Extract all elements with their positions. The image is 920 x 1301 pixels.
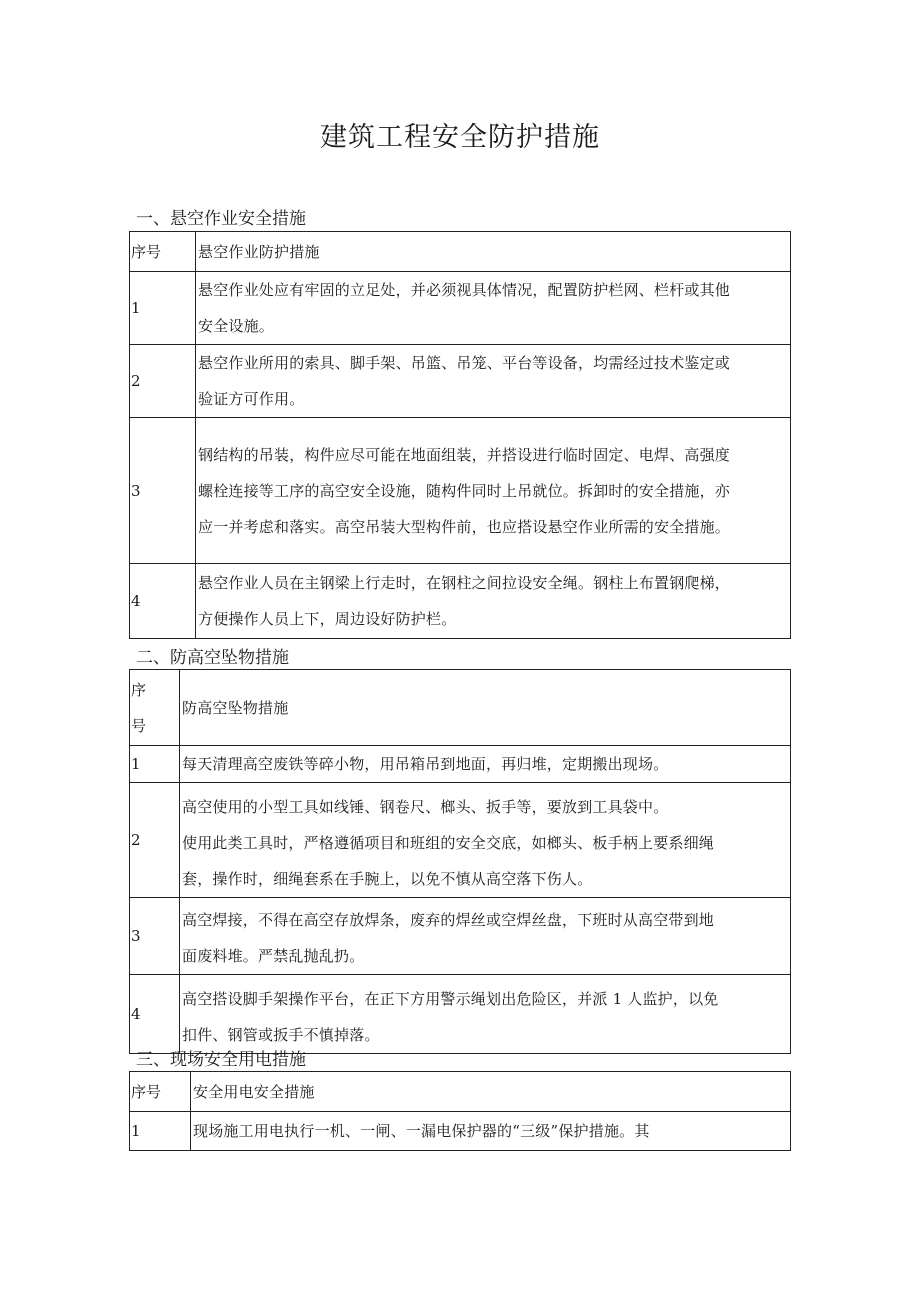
text-line: 悬空作业处应有牢固的立足处，并必须视具体情况，配置防护栏网、栏杆或其他	[198, 281, 731, 299]
table-row	[130, 1112, 791, 1151]
row-text	[180, 975, 791, 1054]
row-text	[196, 345, 791, 418]
row-text	[196, 272, 791, 345]
table-row	[130, 272, 791, 345]
row-number: 4	[130, 564, 196, 639]
text-line: 扣件、钢管或扳手不慎掉落。	[182, 1026, 380, 1044]
text-line: 高空使用的小型工具如线锤、钢卷尺、榔头、扳手等，要放到工具袋中。	[182, 798, 669, 816]
table-header-row	[130, 232, 791, 272]
table-overhead-work	[129, 231, 791, 639]
text-line: 方便操作人员上下，周边设好防护栏。	[198, 610, 457, 628]
text-line: 面废料堆。严禁乱抛乱扔。	[182, 947, 365, 965]
table-electrical-safety	[129, 1071, 791, 1151]
table-header-row	[130, 1072, 791, 1112]
row-number: 2	[130, 783, 180, 898]
header-measure: 安全用电安全措施	[191, 1072, 791, 1112]
row-text	[180, 746, 791, 783]
header-no: 序号	[130, 232, 196, 272]
row-number: 2	[130, 345, 196, 418]
table-row	[130, 975, 791, 1054]
header-no-line: 号	[131, 716, 147, 735]
text-line: 现场施工用电执行一机、一闸、一漏电保护器的“三级”保护措施。其	[193, 1122, 650, 1140]
row-number: 1	[130, 746, 180, 783]
table-row	[130, 418, 791, 564]
text-line: 使用此类工具时，严格遵循项目和班组的安全交底，如榔头、板手柄上要系细绳	[182, 834, 715, 852]
header-measure: 悬空作业防护措施	[196, 232, 791, 272]
header-no: 序号	[130, 1072, 191, 1112]
text-line: 螺栓连接等工序的高空安全设施，随构件同时上吊就位。拆卸时的安全措施，亦	[198, 481, 731, 500]
text-line: 悬空作业人员在主钢梁上行走时，在钢柱之间拉设安全绳。钢柱上布置钢爬梯，	[198, 574, 731, 592]
section-heading-1: 一、悬空作业安全措施	[136, 209, 306, 229]
section-heading-2: 二、防高空坠物措施	[136, 648, 289, 668]
text-line: 高空搭设脚手架操作平台，在正下方用警示绳划出危险区，并派 1 人监护，以免	[182, 990, 719, 1008]
text-line: 悬空作业所用的索具、脚手架、吊篮、吊笼、平台等设备，均需经过技术鉴定或	[198, 354, 731, 372]
row-text	[196, 564, 791, 639]
row-number: 3	[130, 898, 180, 975]
table-row	[130, 898, 791, 975]
header-no-line: 序	[131, 680, 147, 699]
table-row	[130, 783, 791, 898]
row-number: 4	[130, 975, 180, 1054]
header-measure: 防高空坠物措施	[180, 670, 791, 746]
text-line: 套，操作时，细绳套系在手腕上，以免不慎从高空落下伤人。	[182, 870, 593, 888]
text-line: 钢结构的吊装，构件应尽可能在地面组装，并搭设进行临时固定、电焊、高强度	[198, 445, 731, 464]
row-number: 1	[130, 1112, 191, 1151]
section-heading-3: 三、现场安全用电措施	[136, 1050, 306, 1070]
table-header-row	[130, 670, 791, 746]
row-number: 1	[130, 272, 196, 345]
header-no	[130, 670, 180, 746]
row-number: 3	[130, 418, 196, 564]
document-title: 建筑工程安全防护措施	[320, 122, 600, 153]
table-row	[130, 746, 791, 783]
table-row	[130, 564, 791, 639]
text-line: 每天清理高空废铁等碎小物，用吊箱吊到地面，再归堆，定期搬出现场。	[182, 755, 669, 773]
text-line: 高空焊接，不得在高空存放焊条，废弃的焊丝或空焊丝盘，下班时从高空带到地	[182, 911, 715, 929]
text-line: 安全设施。	[198, 317, 275, 335]
text-line: 应一并考虑和落实。高空吊装大型构件前，也应搭设悬空作业所需的安全措施。	[198, 517, 731, 536]
table-falling-objects	[129, 669, 791, 1054]
text-line: 验证方可作用。	[198, 390, 305, 408]
row-text	[191, 1112, 791, 1151]
row-text	[180, 898, 791, 975]
table-row	[130, 345, 791, 418]
row-text	[180, 783, 791, 898]
row-text	[196, 418, 791, 564]
